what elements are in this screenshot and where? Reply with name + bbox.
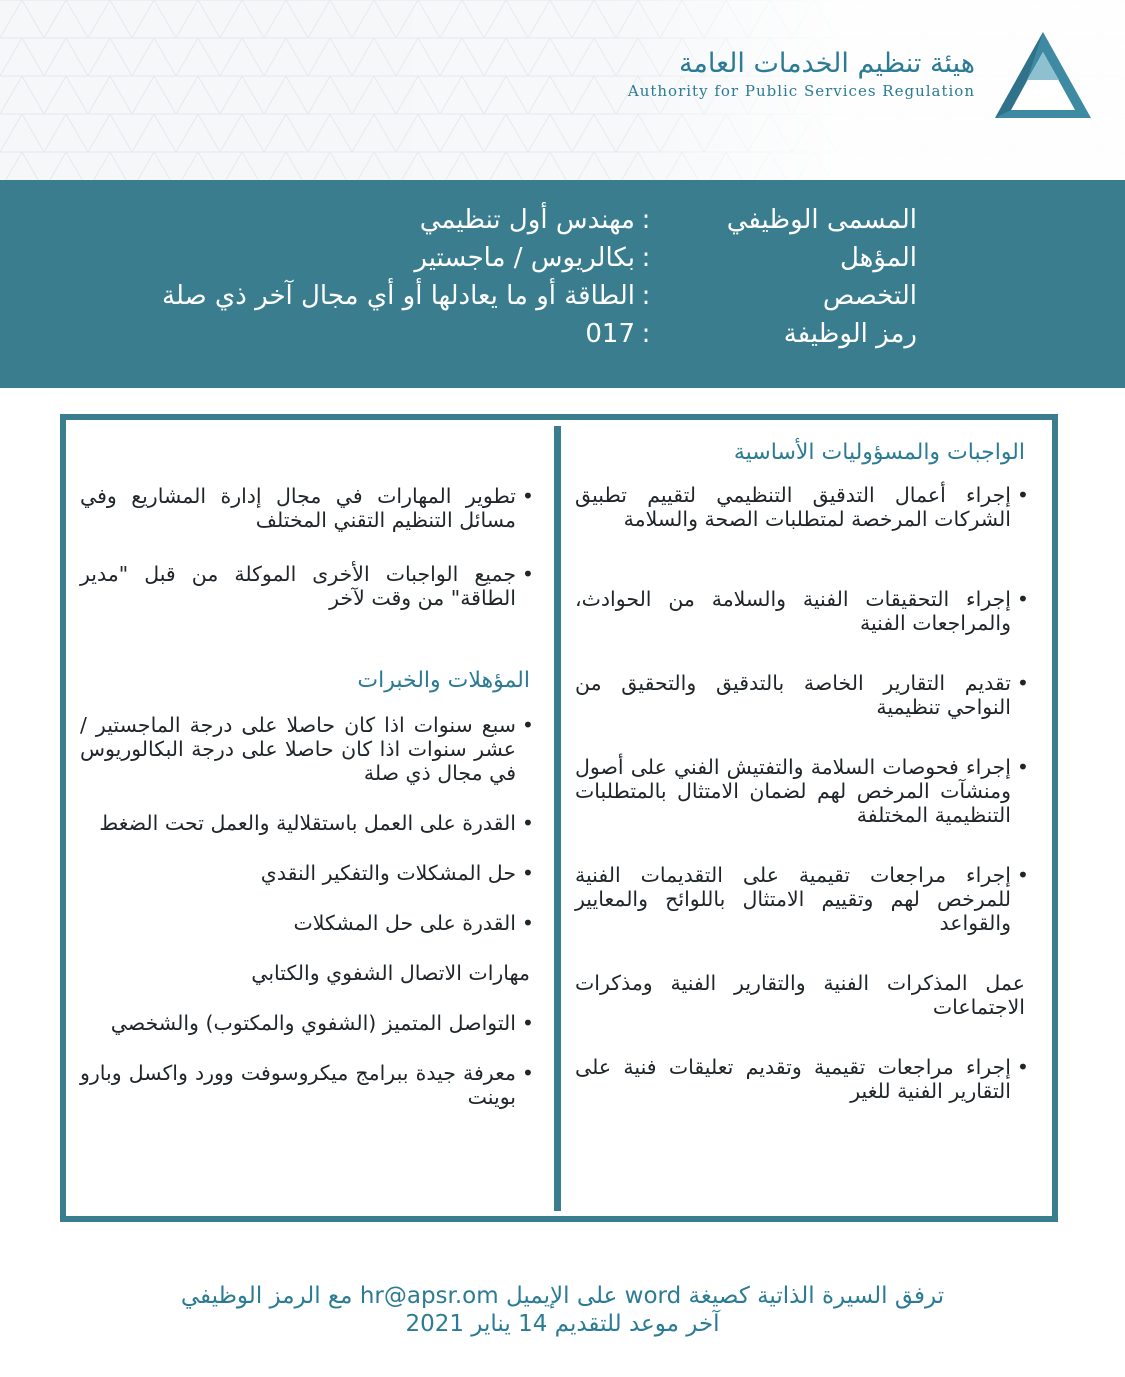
org-name-arabic: هيئة تنظيم الخدمات العامة — [678, 48, 975, 79]
deadline: آخر موعد للتقديم 14 يناير 2021 — [405, 1311, 720, 1337]
qualification-value: بكالريوس / ماجستير — [414, 243, 635, 273]
list-item: • تقديم التقارير الخاصة بالتدقيق والتحقيق من النواحي تنظيمية — [575, 671, 1029, 719]
list-item: • القدرة على العمل باستقلالية والعمل تحت الضغط — [99, 811, 534, 835]
job-title-value: مهندس أول تنظيمي — [419, 205, 635, 235]
job-title-colon: : — [641, 205, 651, 235]
list-item: • إجراء مراجعات تقيمية وتقديم تعليقات فنية على التقارير الفنية للغير — [575, 1055, 1029, 1103]
list-item: • إجراء التحقيقات الفنية والسلامة من الحوادث، والمراجعات الفنية — [575, 587, 1029, 635]
list-item: عمل المذكرات الفنية والتقارير الفنية ومذكرات الاجتماعات — [575, 971, 1025, 1019]
list-item: • إجراء أعمال التدقيق التنظيمي لتقييم تطبيق الشركات المرخصة لمتطلبات الصحة والسلامة — [575, 483, 1029, 531]
duties-list — [575, 483, 1029, 1103]
qualification-colon: : — [641, 243, 651, 273]
specialization-label: التخصص — [822, 281, 917, 311]
list-item: • حل المشكلات والتفكير النقدي — [260, 861, 534, 885]
qualifications-heading: المؤهلات والخبرات — [357, 668, 530, 693]
list-item: • القدرة على حل المشكلات — [293, 911, 534, 935]
specialization-colon: : — [641, 281, 651, 311]
list-item: • التواصل المتميز (الشفوي والمكتوب) والشخصي — [110, 1011, 534, 1035]
list-item: • سبع سنوات اذا كان حاصلا على درجة الماجستير / عشر سنوات اذا كان حاصلا على درجة البكالوريوس في مجال ذي صلة — [80, 713, 534, 785]
list-item: • تطوير المهارات في مجال إدارة المشاريع وفي مسائل التنظيم التقني المختلف — [80, 484, 534, 532]
job-code-label: رمز الوظيفة — [783, 319, 917, 349]
apply-instruction: ترفق السيرة الذاتية كصيغة word على الإيميل hr@apsr.om مع الرمز الوظيفي — [180, 1283, 945, 1309]
job-title-label: المسمى الوظيفي — [726, 205, 917, 235]
org-name-english: Authority for Public Services Regulation — [627, 82, 975, 100]
org-name — [628, 48, 975, 100]
qualifications-list — [80, 713, 534, 1109]
qualification-label: المؤهل — [839, 243, 917, 273]
duties-column — [575, 440, 1029, 1139]
apsr-logo-icon — [993, 30, 1093, 122]
list-item: • إجراء مراجعات تقيمية على التقديمات الفنية للمرخص لهم وتقييم الامتثال باللوائح والمعايير والقواعد — [575, 863, 1029, 935]
job-info-banner — [0, 180, 1125, 388]
duties-heading: الواجبات والمسؤوليات الأساسية — [733, 440, 1025, 465]
list-item: • جميع الواجبات الأخرى الموكلة من قبل "مدير الطاقة" من وقت لآخر — [80, 562, 534, 610]
list-item: • إجراء فحوصات السلامة والتفتيش الفني على أصول ومنشآت المرخص لهم لضمان الامتثال بالمتطلبات التنظيمية المختلفة — [575, 755, 1029, 827]
list-item: مهارات الاتصال الشفوي والكتابي — [251, 961, 530, 985]
column-divider — [554, 426, 561, 1211]
application-instructions — [0, 1282, 1125, 1338]
qualifications-column — [80, 484, 534, 1109]
job-code-colon: : — [641, 319, 651, 349]
job-code-value: 017 — [585, 319, 635, 349]
specialization-value: الطاقة أو ما يعادلها أو أي مجال آخر ذي صلة — [162, 281, 635, 311]
list-item: • معرفة جيدة ببرامج ميكروسوفت وورد واكسل وبارو بوينت — [80, 1061, 534, 1109]
duties-continued-list — [80, 484, 534, 610]
